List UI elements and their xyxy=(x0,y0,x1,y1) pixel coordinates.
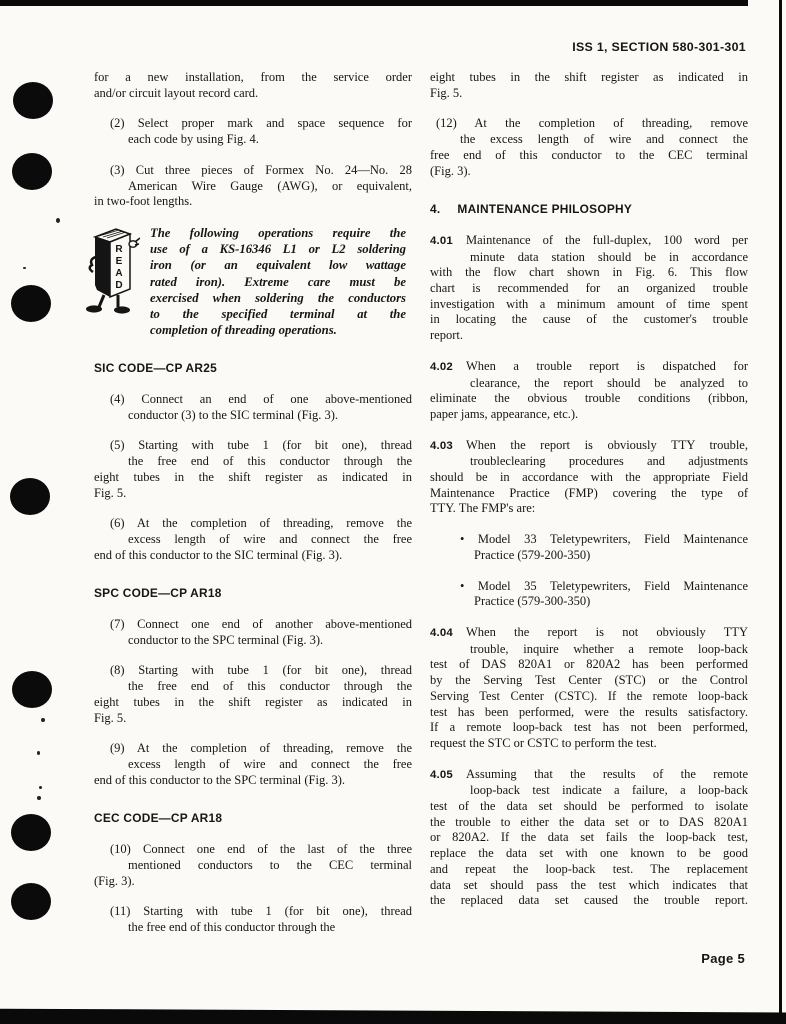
svg-text:E: E xyxy=(115,256,123,267)
left-column xyxy=(94,70,412,936)
punch-hole xyxy=(11,814,51,851)
para-4-05 xyxy=(430,767,748,909)
paragraph-number: 4.03 xyxy=(430,439,453,452)
text-line: exercised when soldering the conductors xyxy=(150,290,406,305)
scan-edge-right xyxy=(779,0,782,1024)
text-line: trouble, inquire whether a remote loop-back xyxy=(470,641,748,656)
step-2 xyxy=(94,116,412,147)
text-line: (Fig. 3). xyxy=(430,163,471,178)
text-line: eliminate the obvious trouble conditions (ribbon, xyxy=(430,391,748,406)
text-line: conductor (3) to the SIC terminal (Fig. 3). xyxy=(128,407,339,422)
text-line: troubleclearing procedures and adjustments xyxy=(470,454,748,469)
text-line: replace the data set with one known to be good xyxy=(430,846,748,861)
text-line: or 820A2. If the data set fails the loop-back test, xyxy=(430,830,748,845)
text-line: (10) Connect one end of the last of the three xyxy=(110,842,412,857)
text-line: data set should pass the test which indicates that xyxy=(430,877,748,892)
text-line: end of this conductor to the SIC terminal (Fig. 3). xyxy=(94,547,343,562)
text-line: loop-back test indicate a failure, a loop-back xyxy=(470,783,748,798)
text-line: (Fig. 3). xyxy=(94,873,135,888)
scan-edge-bottom xyxy=(0,1007,786,1024)
text-line: American Wire Gauge (AWG), or equivalent, xyxy=(128,178,412,193)
text-line: 4.03 When the report is obviously TTY trouble, xyxy=(430,437,748,452)
para-4-02 xyxy=(430,359,748,423)
text-line: Maintenance Practice (FMP) covering the type of xyxy=(430,485,748,500)
text-line: 4.05 Assuming that the results of the remote xyxy=(430,766,748,781)
step-10 xyxy=(94,842,412,889)
step-12 xyxy=(430,116,748,179)
punch-hole xyxy=(10,478,50,515)
page-header-section-ref: ISS 1, SECTION 580-301-301 xyxy=(572,40,746,54)
text-line: chart is recommended for an organized trouble xyxy=(430,281,748,296)
text-line: paper jams, appearance, etc.). xyxy=(430,406,579,421)
text-line: Fig. 5. xyxy=(430,85,463,100)
text-line: TTY. The FMP's are: xyxy=(430,501,536,516)
scan-speck xyxy=(37,751,40,755)
para-4-04 xyxy=(430,625,748,752)
spc-code-heading: SPC CODE—CP AR18 xyxy=(94,586,222,601)
punch-hole xyxy=(13,82,53,119)
text-line: Fig. 5. xyxy=(94,485,127,500)
text-line: (12) At the completion of threading, remove xyxy=(436,116,748,131)
text-line: and repeat the loop-back test. The replacement xyxy=(430,861,748,876)
text-line: the free end of this conductor through the xyxy=(128,919,336,934)
punch-hole xyxy=(12,153,52,190)
text-line: test has been performed, were the results satisfactory. xyxy=(430,704,748,719)
step-9 xyxy=(94,741,412,788)
text-line: 4.01 Maintenance of the full-duplex, 100 word per xyxy=(430,232,748,247)
step-8 xyxy=(94,663,412,726)
step-4 xyxy=(94,392,412,423)
text-line: request the STC or CSTC to perform the test. xyxy=(430,735,657,750)
fmp-model-35-bullet xyxy=(430,579,748,610)
soldering-caution-note xyxy=(150,225,406,338)
heading-number: 4. xyxy=(430,202,441,217)
scan-speck xyxy=(41,718,45,722)
text-line: (11) Starting with tube 1 (for bit one), thread xyxy=(110,904,412,919)
step-11 xyxy=(94,904,412,935)
text-line: with the flow chart shown in Fig. 6. This flow xyxy=(430,265,748,280)
punch-hole xyxy=(11,285,51,322)
paragraph-number: 4.04 xyxy=(430,626,453,639)
text-line: • Model 33 Teletypewriters, Field Maintenance xyxy=(460,532,748,547)
text-line: free end of this conductor to the CEC terminal xyxy=(430,147,748,162)
text-line: eight tubes in the shift register as indicated in xyxy=(430,70,748,84)
maintenance-philosophy-heading: 4. MAINTENANCE PHILOSOPHY xyxy=(430,202,633,217)
text-line: report. xyxy=(430,328,463,343)
text-line: mentioned conductors to the CEC terminal xyxy=(128,857,412,872)
text-line: If a remote loop-back test has not been performed, xyxy=(430,720,748,735)
text-line: 4.04 When the report is not obviously TTY xyxy=(430,624,748,639)
text-line: eight tubes in the shift register as indicated in xyxy=(94,694,412,709)
scan-speck xyxy=(56,218,60,223)
paragraph-number: 4.02 xyxy=(430,360,453,373)
text-line: each code by using Fig. 4. xyxy=(128,132,259,147)
text-line: test of DAS 820A1 or 820A2 has been performed xyxy=(430,657,748,672)
punch-hole xyxy=(11,883,51,920)
text-line: and/or circuit layout record card. xyxy=(94,85,259,100)
text-line: (2) Select proper mark and space sequence for xyxy=(110,116,412,131)
paragraph-number: 4.05 xyxy=(430,768,453,781)
text-line: The following operations require the xyxy=(150,225,406,240)
intro-continuation xyxy=(94,70,412,101)
text-line: (3) Cut three pieces of Formex No. 24—No. 28 xyxy=(110,162,412,177)
fmp-model-33-bullet xyxy=(430,532,748,563)
text-line: for a new installation, from the service order xyxy=(94,70,412,84)
svg-text:D: D xyxy=(115,280,123,291)
scan-speck xyxy=(39,786,42,789)
svg-text:R: R xyxy=(115,244,123,255)
step-5 xyxy=(94,438,412,501)
text-line: (6) At the completion of threading, remove the xyxy=(110,516,412,531)
text-line: end of this conductor to the SPC terminal (Fig. 3). xyxy=(94,772,346,787)
step-3 xyxy=(94,163,412,210)
text-line: (8) Starting with tube 1 (for bit one), thread xyxy=(110,663,412,678)
paragraph-number: 4.01 xyxy=(430,234,453,247)
text-line: excess length of wire and connect the free xyxy=(128,531,412,546)
text-line: iron (or an equivalent low wattage xyxy=(150,258,406,273)
text-line: Serving Test Center (CSTC). If the remote loop-back xyxy=(430,688,748,703)
text-line: Fig. 5. xyxy=(94,710,127,725)
text-line: clearance, the report should be analyzed to xyxy=(470,375,748,390)
text-line: the free end of this conductor through the xyxy=(128,679,412,694)
text-line: conductor to the SPC terminal (Fig. 3). xyxy=(128,632,324,647)
text-line: test of the data set should be performed to isolate xyxy=(430,799,748,814)
text-line: • Model 35 Teletypewriters, Field Maintenance xyxy=(460,578,748,593)
text-line: by the Serving Test Center (STC) or the Control xyxy=(430,673,748,688)
text-line: Practice (579-300-350) xyxy=(474,594,591,609)
page-number: Page 5 xyxy=(701,951,745,966)
text-line: rated iron). Extreme care must be xyxy=(150,274,406,289)
para-4-03 xyxy=(430,438,748,518)
scan-speck xyxy=(37,796,41,800)
svg-text:A: A xyxy=(115,268,123,279)
text-line: investigation with a minimum amount of time spent xyxy=(430,296,748,311)
text-line: the trouble to either the data set or to DAS 820A1 xyxy=(430,814,748,829)
text-line: Practice (579-200-350) xyxy=(474,547,591,562)
text-line: completion of threading operations. xyxy=(150,323,337,338)
text-line: to the specified terminal at the xyxy=(150,306,406,321)
text-line: minute data station should be in accordance xyxy=(470,249,748,264)
text-line: (9) At the completion of threading, remove the xyxy=(110,741,412,756)
para-4-01 xyxy=(430,233,748,344)
text-line: the excess length of wire and connect the xyxy=(460,132,748,147)
text-line: should be in accordance with the appropriate Field xyxy=(430,470,748,485)
text-line: (5) Starting with tube 1 (for bit one), thread xyxy=(110,438,412,453)
text-line: in locating the cause of the customer's trouble xyxy=(430,312,748,327)
punch-hole xyxy=(12,671,52,708)
step-7 xyxy=(94,617,412,648)
text-line: in two-foot lengths. xyxy=(94,194,193,209)
step-6 xyxy=(94,516,412,563)
scan-edge-top xyxy=(0,0,748,6)
text-line: 4.02 When a trouble report is dispatched for xyxy=(430,358,748,373)
text-line: the free end of this conductor through the xyxy=(128,454,412,469)
text-line: excess length of wire and connect the free xyxy=(128,757,412,771)
text-line: eight tubes in the shift register as indicated in xyxy=(94,469,412,484)
text-line: (4) Connect an end of one above-mentioned xyxy=(110,392,412,407)
cec-code-heading: CEC CODE—CP AR18 xyxy=(94,811,223,826)
step-11-continuation xyxy=(430,70,748,101)
text-line: the replaced data set caused the trouble report. xyxy=(430,893,748,908)
sic-code-heading: SIC CODE—CP AR25 xyxy=(94,361,217,376)
text-line: use of a KS-16346 L1 or L2 soldering xyxy=(150,242,406,257)
text-line: (7) Connect one end of another above-mentioned xyxy=(110,617,412,632)
right-column xyxy=(430,70,748,909)
scan-speck xyxy=(23,267,26,269)
